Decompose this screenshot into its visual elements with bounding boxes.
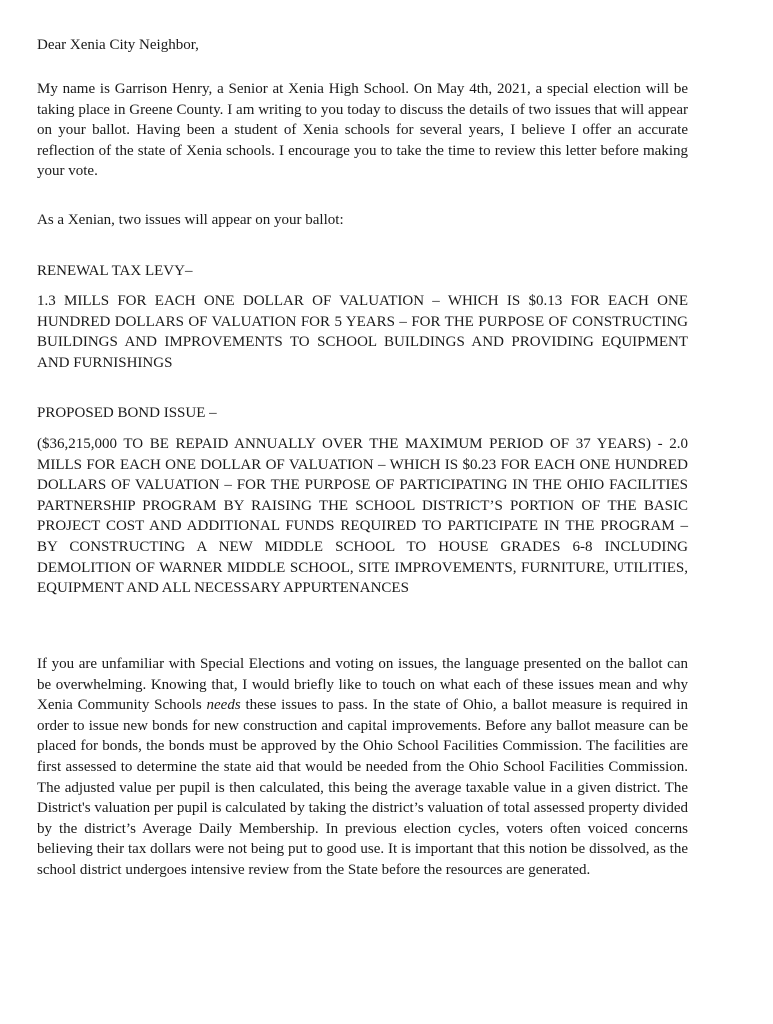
bond-heading: PROPOSED BOND ISSUE – xyxy=(37,405,217,421)
bond-text: ($36,215,000 TO BE REPAID ANNUALLY OVER THE MAXIMUM PERIOD OF 37 YEARS) - 2.0 MILLS FOR EACH ONE DOLLAR OF VALUATION – WHICH IS $0.23 FOR EACH ONE HUNDRED DOLLARS OF VALUATION – FOR THE PURPOSE OF PARTICIPATING IN THE OHIO FACILITIES PARTNERSHIP PROGRAM BY RAISING THE SCHOOL DISTRICT’S PORTION OF THE BASIC PROJECT COST AND ADDITIONAL FUNDS REQUIRED TO PARTICIPATE IN THE PROGRAM – BY CONSTRUCTING A NEW MIDDLE SCHOOL TO HOUSE GRADES 6-8 INCLUDING DEMOLITION OF WARNER MIDDLE SCHOOL, SITE IMPROVEMENTS, FURNITURE, UTILITIES, EQUIPMENT AND ALL NECESSARY APPURTENANCES xyxy=(37,436,688,597)
emphasized-word: needs xyxy=(206,697,241,714)
levy-text: 1.3 MILLS FOR EACH ONE DOLLAR OF VALUATION – WHICH IS $0.13 FOR EACH ONE HUNDRED DOLLARS OF VALUATION FOR 5 YEARS – FOR THE PURPOSE OF CONSTRUCTING BUILDINGS AND IMPROVEMENTS TO SCHOOL BUILDINGS AND PROVIDING EQUIPMENT AND FURNISHINGS xyxy=(37,293,688,371)
levy-heading: RENEWAL TAX LEVY– xyxy=(37,263,193,279)
intro-paragraph: My name is Garrison Henry, a Senior at Xenia High School. On May 4th, 2021, a special election will be taking place in Greene County. I am writing to you today to discuss the details of two issues that will appear on your ballot. Having been a student of Xenia schools for several years, I believe I offer an accurate reflection of the state of Xenia schools. I encourage you to take the time to review this letter before making your vote. xyxy=(37,81,688,180)
explanation-text-start: If you are unfamiliar with Special Elections and voting on issues, the language presented on the ballot can be overwhelming. Knowing that, I would briefly like to touch on what each of these issues mean and why Xenia Community Schools xyxy=(37,656,688,714)
ballot-lead-line: As a Xenian, two issues will appear on your ballot: xyxy=(37,212,344,228)
explanation-text-end: these issues to pass. In the state of Ohio, a ballot measure is required in order to issue new bonds for new construction and capital improvements. Before any ballot measure can be placed for bonds, the bonds must be approved by the Ohio School Facilities Commission. The facilities are first assessed to determine the state aid that would be needed from the Ohio School Facilities Commission. The adjusted value per pupil is then calculated, this being the average taxable value in a given district. The District's valuation per pupil is calculated by taking the district’s valuation of total assessed property divided by the district’s Average Daily Membership. In previous election cycles, voters often voiced concerns believing their tax dollars were not being put to good use. It is important that this notion be dissolved, as the school district undergoes intensive review from the State before the resources are generated. xyxy=(37,697,689,878)
salutation: Dear Xenia City Neighbor, xyxy=(37,37,199,53)
explanation-paragraph xyxy=(37,654,688,881)
